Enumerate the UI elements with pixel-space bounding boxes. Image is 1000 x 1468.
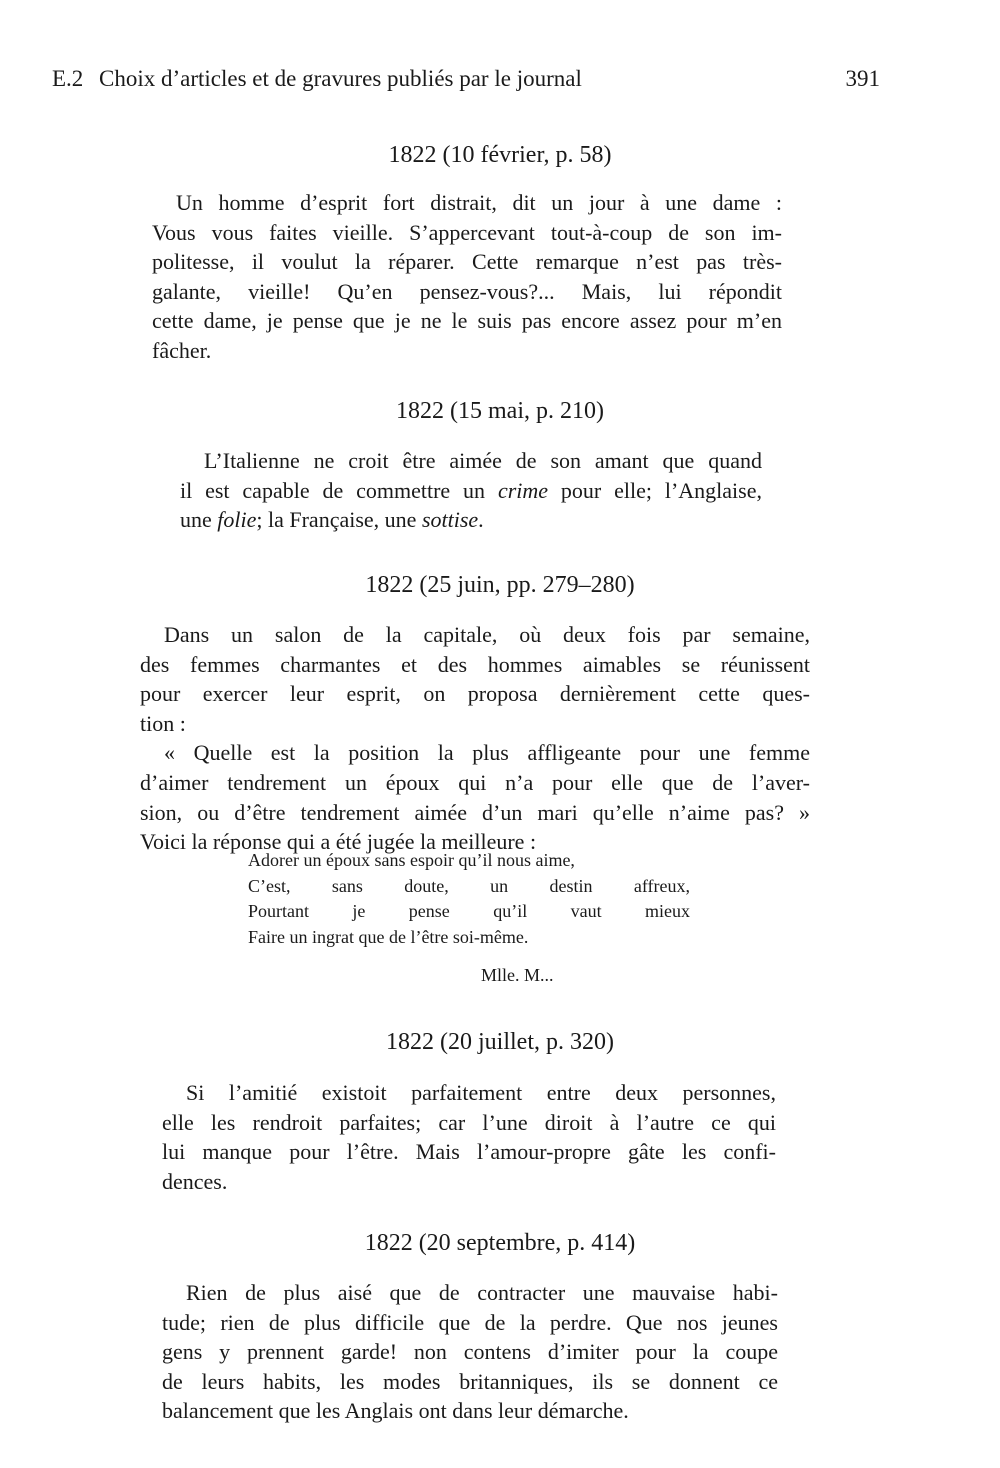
section-number: E.2 [52,66,84,91]
text-line: pour exercer leur esprit, on proposa dernièrement cette ques- [140,681,810,707]
entry-heading: 1822 (15 mai, p. 210) [396,398,604,424]
poem-line: C’est, sans doute, un destin affreux, [248,875,690,896]
text-run: il est capable de commettre un [180,477,498,503]
text-line: gens y prennent garde! non contens d’imiter pour la coupe [162,1339,778,1365]
text-line: de leurs habits, les modes britanniques, ils se donnent ce [162,1368,778,1394]
emphasis: crime [497,477,549,503]
text-line: d’aimer tendrement un époux qui n’a pour elle que de l’aver- [140,769,810,795]
text-line: balancement que les Anglais ont dans leur démarche. [162,1398,629,1424]
text-line: « Quelle est la position la plus affligeante pour une femme [164,740,810,766]
poem-line: Faire un ingrat que de l’être soi-même. [248,926,529,947]
text-line: cette dame, je pense que je ne le suis pas encore assez pour m’en [152,308,782,334]
text-line: des femmes charmantes et des hommes aimables se réunissent [140,651,810,677]
text-run: une [180,507,218,533]
entry-heading: 1822 (10 février, p. 58) [388,142,612,168]
entry-text [162,1278,778,1426]
entry-heading: 1822 (25 juin, pp. 279–280) [365,572,635,598]
text-line: galante, vieille! Qu’en pensez-vous?... Mais, lui répondit [152,278,782,304]
running-title: Choix d’articles et de gravures publiés par le journal [99,66,582,91]
entry-heading: 1822 (20 juillet, p. 320) [386,1029,614,1055]
entry-text [180,446,762,535]
text-line: elle les rendroit parfaites; car l’une diroit à l’autre ce qui [162,1109,776,1135]
text-line [180,446,762,476]
entry-text [140,620,810,857]
text-line [180,505,762,535]
text-line [180,476,762,506]
text-line: sion, ou d’être tendrement aimée d’un mari qu’elle n’aime pas? » [140,799,810,825]
text-run: pour elle; l’Anglaise, [548,477,762,503]
text-line: Dans un salon de la capitale, où deux fois par semaine, [164,622,810,647]
text-line: Voici la réponse qui a été jugée la meilleure : [140,829,537,855]
text-line: fâcher. [152,337,212,363]
poem-line: Pourtant je pense qu’il vaut mieux [248,901,690,922]
entry-text [152,188,782,366]
poem [248,848,690,950]
text-line: Si l’amitié existoit parfaitement entre deux personnes, [186,1080,776,1105]
text-line: Rien de plus aisé que de contracter une mauvaise habi- [186,1280,778,1305]
text-run: ; la Française, une [256,507,422,533]
text-line: lui manque pour l’être. Mais l’amour-propre gâte les confi- [162,1139,776,1165]
emphasis: folie [217,507,257,533]
poem-signature: Mlle. M... [481,965,554,985]
text-line: Vous vous faites vieille. S’appercevant tout-à-coup de son im- [152,219,782,245]
text-line: Un homme d’esprit fort distrait, dit un jour à une dame : [176,190,782,215]
text-line: politesse, il voulut la réparer. Cette remarque n’est pas très- [152,249,782,275]
emphasis: sottise [421,507,479,533]
text-line: tion : [140,710,186,736]
text-line: dences. [162,1168,228,1194]
page-number: 391 [845,66,880,91]
entry-text [162,1078,776,1196]
poem-line: Adorer un époux sans espoir qu’il nous aime, [248,850,575,870]
entry-heading: 1822 (20 septembre, p. 414) [364,1230,636,1256]
text-run: . [478,507,484,533]
text-run: L’Italienne ne croit être aimée de son amant que quand [204,448,762,473]
text-line: tude; rien de plus difficile que de la perdre. Que nos jeunes [162,1309,778,1335]
